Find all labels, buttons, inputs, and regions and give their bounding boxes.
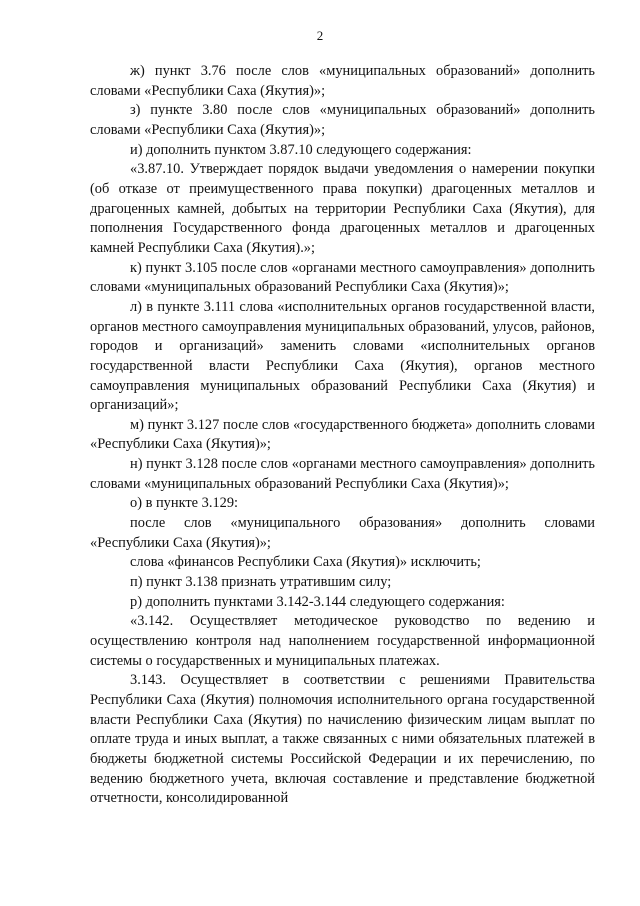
- paragraph-item-i: и) дополнить пунктом 3.87.10 следующего содержания:: [130, 141, 472, 158]
- paragraph-item-z: з) пункте 3.80 после слов «муниципальных образований» дополнить словами «Республики Саха (Якутия)»;: [90, 102, 595, 138]
- paragraph-item-p: п) пункт 3.138 признать утратившим силу;: [130, 574, 392, 591]
- paragraph-item-o-sub-1: после слов «муниципального образования» дополнить словами «Республики Саха (Якутия)»;: [90, 515, 595, 551]
- paragraph-item-n: н) пункт 3.128 после слов «органами местного самоуправления» дополнить словами «муниципальных образований Республики Саха (Якутия)»;: [90, 456, 595, 492]
- paragraph-quote-3-142: «3.142. Осуществляет методическое руководство по ведению и осуществлению контроля над наполнением государственной информационной системы о государственных и муниципальных платежах.: [90, 613, 595, 669]
- paragraph-quote-3-143: 3.143. Осуществляет в соответствии с решениями Правительства Республики Саха (Якутия) полномочия исполнительного органа государственной власти Республики Саха (Якутия) по начислению физическим лицам выплат по оплате труда и иных выплат, а также связанных с ними обязательных платежей в бюджеты бюджетной системы Российской Федерации и их перечислению, по ведению бюджетного учета, включая составление и представление бюджетной отчетности, консолидированной: [90, 672, 595, 807]
- paragraph-item-zh: ж) пункт 3.76 после слов «муниципальных образований» дополнить словами «Республики Саха (Якутия)»;: [90, 63, 595, 99]
- paragraph-item-o-sub-2: слова «финансов Республики Саха (Якутия)» исключить;: [130, 554, 481, 571]
- paragraph-item-l: л) в пункте 3.111 слова «исполнительных органов государственной власти, органов местного самоуправления муниципальных образований, улусов, районов, городов и организаций» заменить словами «исполнительных органов государственной власти Республики Саха (Якутия), органов местного самоуправления муниципальных образований Республики Саха (Якутия) и организаций»;: [90, 298, 595, 414]
- paragraph-item-r: р) дополнить пунктами 3.142-3.144 следующего содержания:: [130, 593, 505, 610]
- page-number: 2: [316, 28, 324, 43]
- paragraph-item-k: к) пункт 3.105 после слов «органами местного самоуправления» дополнить словами «муниципальных образований Республики Саха (Якутия)»;: [90, 259, 595, 296]
- paragraph-item-o: о) в пункте 3.129:: [130, 495, 239, 512]
- paragraph-item-m: м) пункт 3.127 после слов «государственного бюджета» дополнить словами «Республики Саха (Якутия)»;: [90, 416, 595, 453]
- document-body: [90, 62, 595, 809]
- paragraph-quote-3-87-10: «3.87.10. Утверждает порядок выдачи уведомления о намерении покупки (об отказе от преимущественного права покупки) драгоценных металлов и драгоценных камней, добытых на территории Республики Саха (Якутия), для пополнения Государственного фонда драгоценных металлов и драгоценных камней Республики Саха (Якутия).»;: [90, 161, 595, 256]
